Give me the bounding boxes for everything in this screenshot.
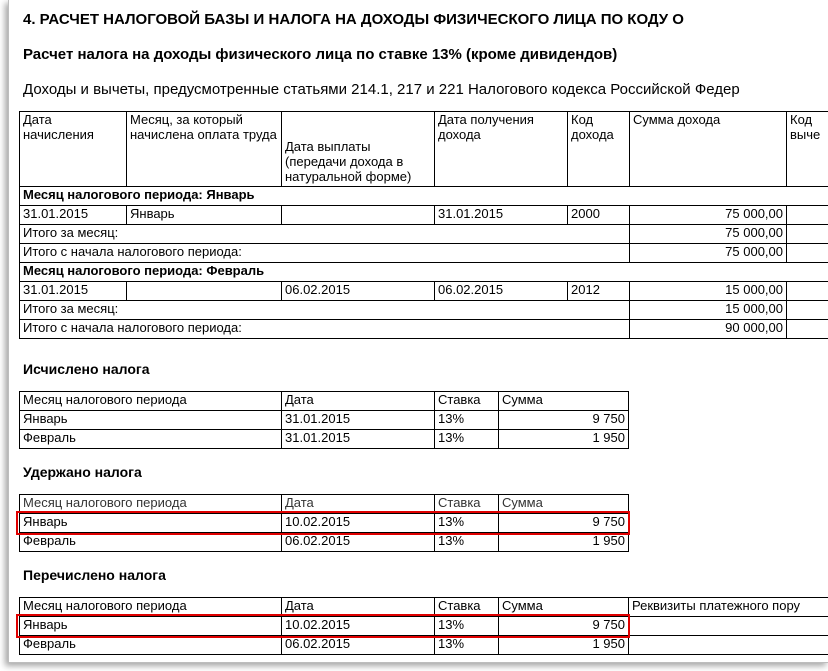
cell: 06.02.2015 <box>282 636 435 655</box>
table-header-row <box>20 598 828 617</box>
cell: 9 750 <box>499 411 629 430</box>
col-header-income-sum: Сумма дохода <box>630 112 787 187</box>
cell: 31.01.2015 <box>282 430 435 449</box>
cell <box>787 282 828 301</box>
section-title: 4. РАСЧЕТ НАЛОГОВОЙ БАЗЫ И НАЛОГА НА ДОХОДЫ ФИЗИЧЕСКОГО ЛИЦА ПО КОДУ О <box>23 11 684 28</box>
calculated-title: Исчислено налога <box>23 361 150 377</box>
cell: 9 750 <box>499 617 629 636</box>
table-row <box>20 282 828 301</box>
cell: 75 000,00 <box>630 206 787 225</box>
cell <box>787 244 828 263</box>
ytd-total-label: Итого с начала налогового периода: <box>20 244 630 263</box>
cell: 13% <box>435 430 499 449</box>
income-table <box>19 111 828 339</box>
table-header-row <box>20 495 629 514</box>
group-row <box>20 263 828 282</box>
subtitle: Доходы и вычеты, предусмотренные статьями 214.1, 217 и 221 Налогового кодекса Российской Федер <box>23 81 740 98</box>
table-row-highlighted <box>20 617 828 636</box>
cell: 1 950 <box>499 533 629 552</box>
group-title-february: Месяц налогового периода: Февраль <box>20 263 828 282</box>
table-row <box>20 636 828 655</box>
col-header-receipt-date: Дата получения дохода <box>435 112 568 187</box>
cell <box>629 636 828 655</box>
cell: 9 750 <box>499 514 629 533</box>
col-header-date: Дата <box>282 598 435 617</box>
cell: Февраль <box>20 430 282 449</box>
cell: 31.01.2015 <box>20 206 127 225</box>
col-header-date: Дата <box>282 495 435 514</box>
col-header-payment-details: Реквизиты платежного пору <box>629 598 828 617</box>
table-row-highlighted <box>20 514 629 533</box>
withheld-table <box>19 494 629 552</box>
col-header-deduction-code: Код выче <box>787 112 828 187</box>
col-header-rate: Ставка <box>435 392 499 411</box>
calculated-table <box>19 391 629 449</box>
income-header-row <box>20 112 828 187</box>
rate-title: Расчет налога на доходы физического лица по ставке 13% (кроме дивидендов) <box>23 46 618 63</box>
cell: 13% <box>435 617 499 636</box>
cell: 10.02.2015 <box>282 514 435 533</box>
month-total-row <box>20 225 828 244</box>
col-header-rate: Ставка <box>435 598 499 617</box>
col-header-month-for: Месяц, за который начислена оплата труда <box>127 112 282 187</box>
cell: 06.02.2015 <box>435 282 568 301</box>
table-row <box>20 533 629 552</box>
cell <box>629 617 828 636</box>
col-header-income-code: Код дохода <box>568 112 630 187</box>
col-header-rate: Ставка <box>435 495 499 514</box>
cell: 15 000,00 <box>630 282 787 301</box>
cell: Январь <box>127 206 282 225</box>
report-content <box>18 0 828 662</box>
cell: Январь <box>20 617 282 636</box>
cell: 13% <box>435 533 499 552</box>
ytd-total-row <box>20 320 828 339</box>
ytd-total-label: Итого с начала налогового периода: <box>20 320 630 339</box>
ytd-total-value: 75 000,00 <box>630 244 787 263</box>
table-row <box>20 206 828 225</box>
withheld-title: Удержано налога <box>23 464 142 480</box>
cell: Январь <box>20 514 282 533</box>
col-header-sum: Сумма <box>499 598 629 617</box>
report-frame <box>8 0 828 663</box>
col-header-payment-date: Дата выплаты (передачи дохода в натуральной форме) <box>282 112 435 187</box>
table-header-row <box>20 392 629 411</box>
col-header-date: Дата <box>282 392 435 411</box>
cell: 31.01.2015 <box>282 411 435 430</box>
col-header-month: Месяц налогового периода <box>20 392 282 411</box>
month-total-value: 15 000,00 <box>630 301 787 320</box>
col-header-sum: Сумма <box>499 392 629 411</box>
table-row <box>20 430 629 449</box>
transferred-title: Перечислено налога <box>23 567 166 583</box>
cell <box>787 225 828 244</box>
ytd-total-row <box>20 244 828 263</box>
group-title-january: Месяц налогового периода: Январь <box>20 187 828 206</box>
cell <box>787 206 828 225</box>
col-header-month: Месяц налогового периода <box>20 598 282 617</box>
col-header-month: Месяц налогового периода <box>20 495 282 514</box>
cell <box>787 320 828 339</box>
month-total-label: Итого за месяц: <box>20 225 630 244</box>
cell <box>282 206 435 225</box>
month-total-row <box>20 301 828 320</box>
cell: 10.02.2015 <box>282 617 435 636</box>
cell: 1 950 <box>499 430 629 449</box>
cell <box>127 282 282 301</box>
col-header-sum: Сумма <box>499 495 629 514</box>
cell: Февраль <box>20 533 282 552</box>
cell: Январь <box>20 411 282 430</box>
transferred-table <box>19 597 828 655</box>
col-header-accrual-date: Дата начисления <box>20 112 127 187</box>
cell: 31.01.2015 <box>435 206 568 225</box>
cell: 13% <box>435 636 499 655</box>
cell: Февраль <box>20 636 282 655</box>
cell: 13% <box>435 514 499 533</box>
month-total-label: Итого за месяц: <box>20 301 630 320</box>
group-row <box>20 187 828 206</box>
cell: 1 950 <box>499 636 629 655</box>
cell: 2000 <box>568 206 630 225</box>
cell: 06.02.2015 <box>282 533 435 552</box>
cell <box>787 301 828 320</box>
cell: 31.01.2015 <box>20 282 127 301</box>
cell: 2012 <box>568 282 630 301</box>
cell: 06.02.2015 <box>282 282 435 301</box>
ytd-total-value: 90 000,00 <box>630 320 787 339</box>
table-row <box>20 411 629 430</box>
month-total-value: 75 000,00 <box>630 225 787 244</box>
cell: 13% <box>435 411 499 430</box>
